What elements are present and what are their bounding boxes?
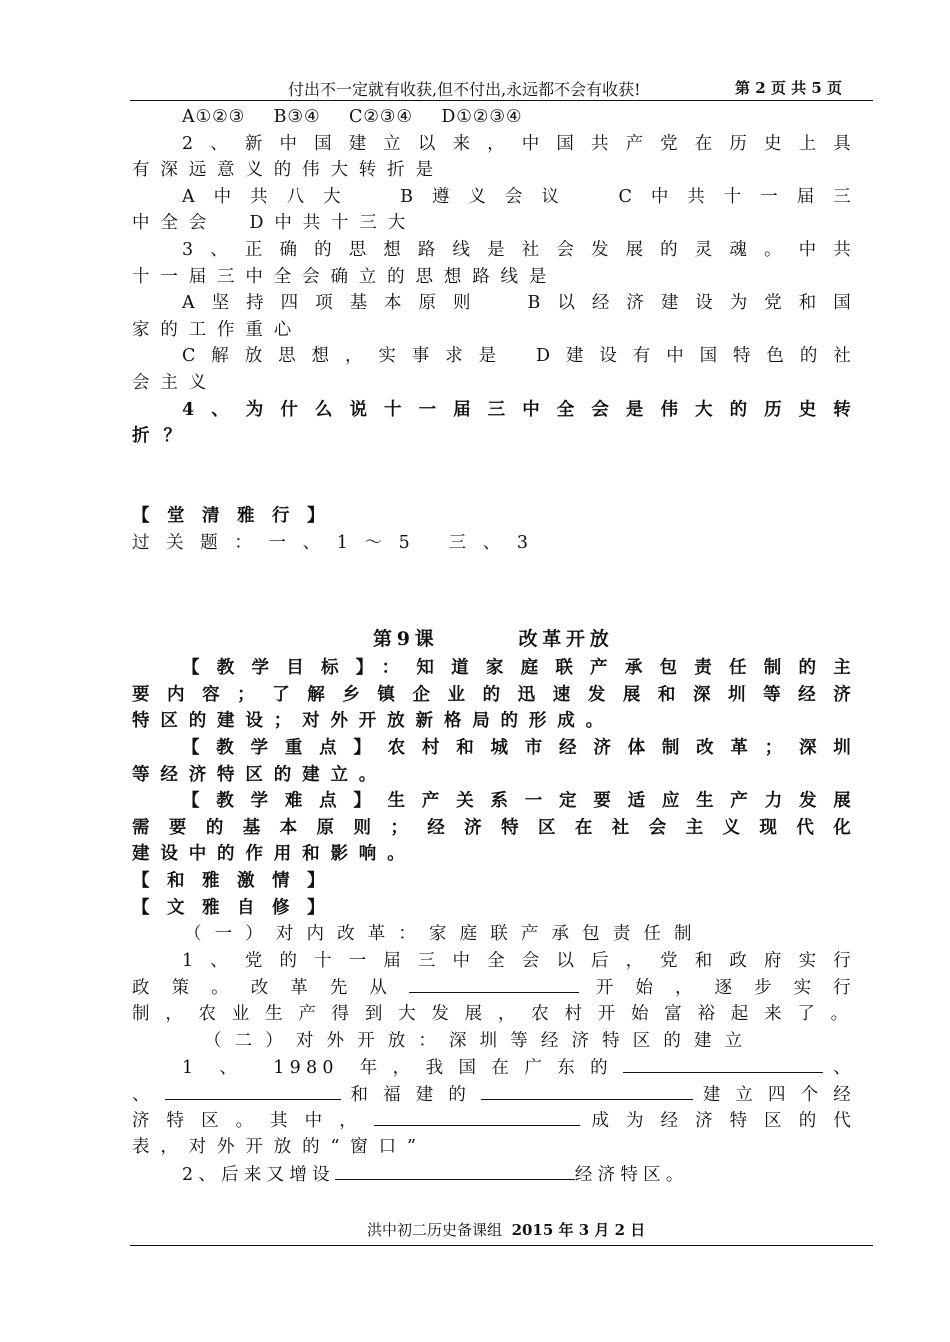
part2-line2-end: 建立四个经 xyxy=(692,1084,857,1105)
part1-heading: （一）对内改革：家庭联产承包责任制 xyxy=(184,924,705,945)
part2-line5-start: 2、后来又增设 xyxy=(182,1164,335,1185)
footer-group: 洪中初二历史备课组 xyxy=(367,1221,503,1239)
representative-zone-blank[interactable] xyxy=(374,1107,580,1126)
additional-zone-blank[interactable] xyxy=(335,1161,575,1180)
q4-stem-line1: 4、为什么说十一届三中全会是伟大的历史转 xyxy=(182,399,856,420)
q3-option-c: C解放思想，实事求是 xyxy=(182,346,513,367)
q3-option-d-cont: 会主义 xyxy=(132,372,218,393)
lesson-number: 第9课 xyxy=(373,628,439,651)
part1-line2-end: 开始，逐步实行 xyxy=(579,978,856,999)
goals-line1: 【教学目标】：知道家庭联产承包责任制的主 xyxy=(182,658,856,679)
practice-text: 过关题：一、1～5 三、3 xyxy=(132,532,545,553)
q3-option-d: D建设有中国特色的社 xyxy=(536,346,857,367)
part2-line2-mid: 和福建的 xyxy=(340,1084,481,1105)
keypoints-line1: 【教学重点】农村和城市经济体制改革；深圳 xyxy=(182,738,856,759)
difficulty-line2: 需要的基本原则；经济特区在社会主义现代化 xyxy=(132,817,856,838)
part2-line2-sep: 、 xyxy=(132,1084,165,1105)
page-header xyxy=(130,76,873,101)
guangdong-zone-blank-2[interactable] xyxy=(165,1081,341,1100)
part2-line4: 表，对外开放的“窗口” xyxy=(132,1136,427,1157)
part2-line5 xyxy=(132,1161,856,1188)
difficulty-line3: 建设中的作用和影响。 xyxy=(132,844,416,865)
lesson-name: 改革开放 xyxy=(518,628,614,651)
guangdong-zone-blank-1[interactable] xyxy=(623,1054,823,1073)
part2-line3 xyxy=(132,1107,856,1134)
part2-line2 xyxy=(132,1081,856,1108)
fujian-zone-blank[interactable] xyxy=(481,1081,693,1100)
part1-line3: 制，农业生产得到大发展，农村开始富裕起来了。 xyxy=(132,1004,856,1024)
part2-heading: （二）对外开放：深圳等经济特区的建立 xyxy=(204,1030,756,1051)
q3-stem-line2: 十一届三中全会确立的思想路线是 xyxy=(132,266,558,287)
q2-stem-line1: 2、新中国建立以来，中国共产党在历史上具 xyxy=(182,133,856,154)
part1-line2-start: 政策。改革先从 xyxy=(132,978,409,999)
header-motto: 付出不一定就有收获,但不付出,永远都不会有收获! xyxy=(288,80,641,99)
part2-line1-sep: 、 xyxy=(823,1058,857,1079)
part2-line3-start: 济特区。其中， xyxy=(132,1111,374,1132)
keypoints-line2: 等经济特区的建立。 xyxy=(132,764,388,785)
page-indicator: 第 2 页 共 5 页 xyxy=(735,79,842,97)
part2-line1 xyxy=(132,1054,856,1081)
intro-heading: 【和雅激情】 xyxy=(132,871,342,892)
q3-option-b: B以经济建设为党和国 xyxy=(527,293,856,314)
page-footer xyxy=(130,1221,873,1246)
part1-line1: 1、党的十一届三中全会以后，党和政府实行 xyxy=(182,950,856,971)
practice-heading: 【堂清雅行】 xyxy=(132,505,342,526)
q2-options-line2: 中全会 D中共十三大 xyxy=(132,213,417,234)
q3-option-b-cont: 家的工作重心 xyxy=(132,319,303,340)
q4-stem-line2: 折？ xyxy=(132,426,195,447)
q3-options-cd xyxy=(132,343,856,370)
document-body xyxy=(132,104,856,1187)
goals-line2: 要内容；了解乡镇企业的迅速发展和深圳等经济 xyxy=(132,684,856,705)
reform-start-blank[interactable] xyxy=(409,974,579,993)
q2-stem-line2: 有深远意义的伟大转折是 xyxy=(132,160,444,181)
q3-stem-line1: 3、正确的思想路线是社会发展的灵魂。中共 xyxy=(182,239,856,260)
q3-options-ab xyxy=(132,290,856,317)
goals-line3: 特区的建设；对外开放新格局的形成。 xyxy=(132,711,614,732)
difficulty-line1: 【教学难点】生产关系一定要适应生产力发展 xyxy=(182,791,856,812)
part1-line2 xyxy=(132,974,856,1001)
q2-options-line1: A中共八大 B遵义会议 C中共十一届三 xyxy=(182,186,856,207)
q1-options: A①②③ B③④ C②③④ D①②③④ xyxy=(182,107,523,127)
part2-line3-end: 成为经济特区的代 xyxy=(579,1111,857,1132)
lesson-title xyxy=(132,623,856,655)
footer-date: 2015 年 3 月 2 日 xyxy=(511,1221,646,1239)
selfstudy-heading: 【文雅自修】 xyxy=(132,897,342,918)
footer-text xyxy=(367,1219,645,1240)
part2-line5-end: 经济特区。 xyxy=(574,1164,689,1185)
q3-option-a: A坚持四项基本原则 xyxy=(182,293,488,314)
part2-line1-start: 1 、 1980 年，我国在广东的 xyxy=(182,1058,624,1079)
